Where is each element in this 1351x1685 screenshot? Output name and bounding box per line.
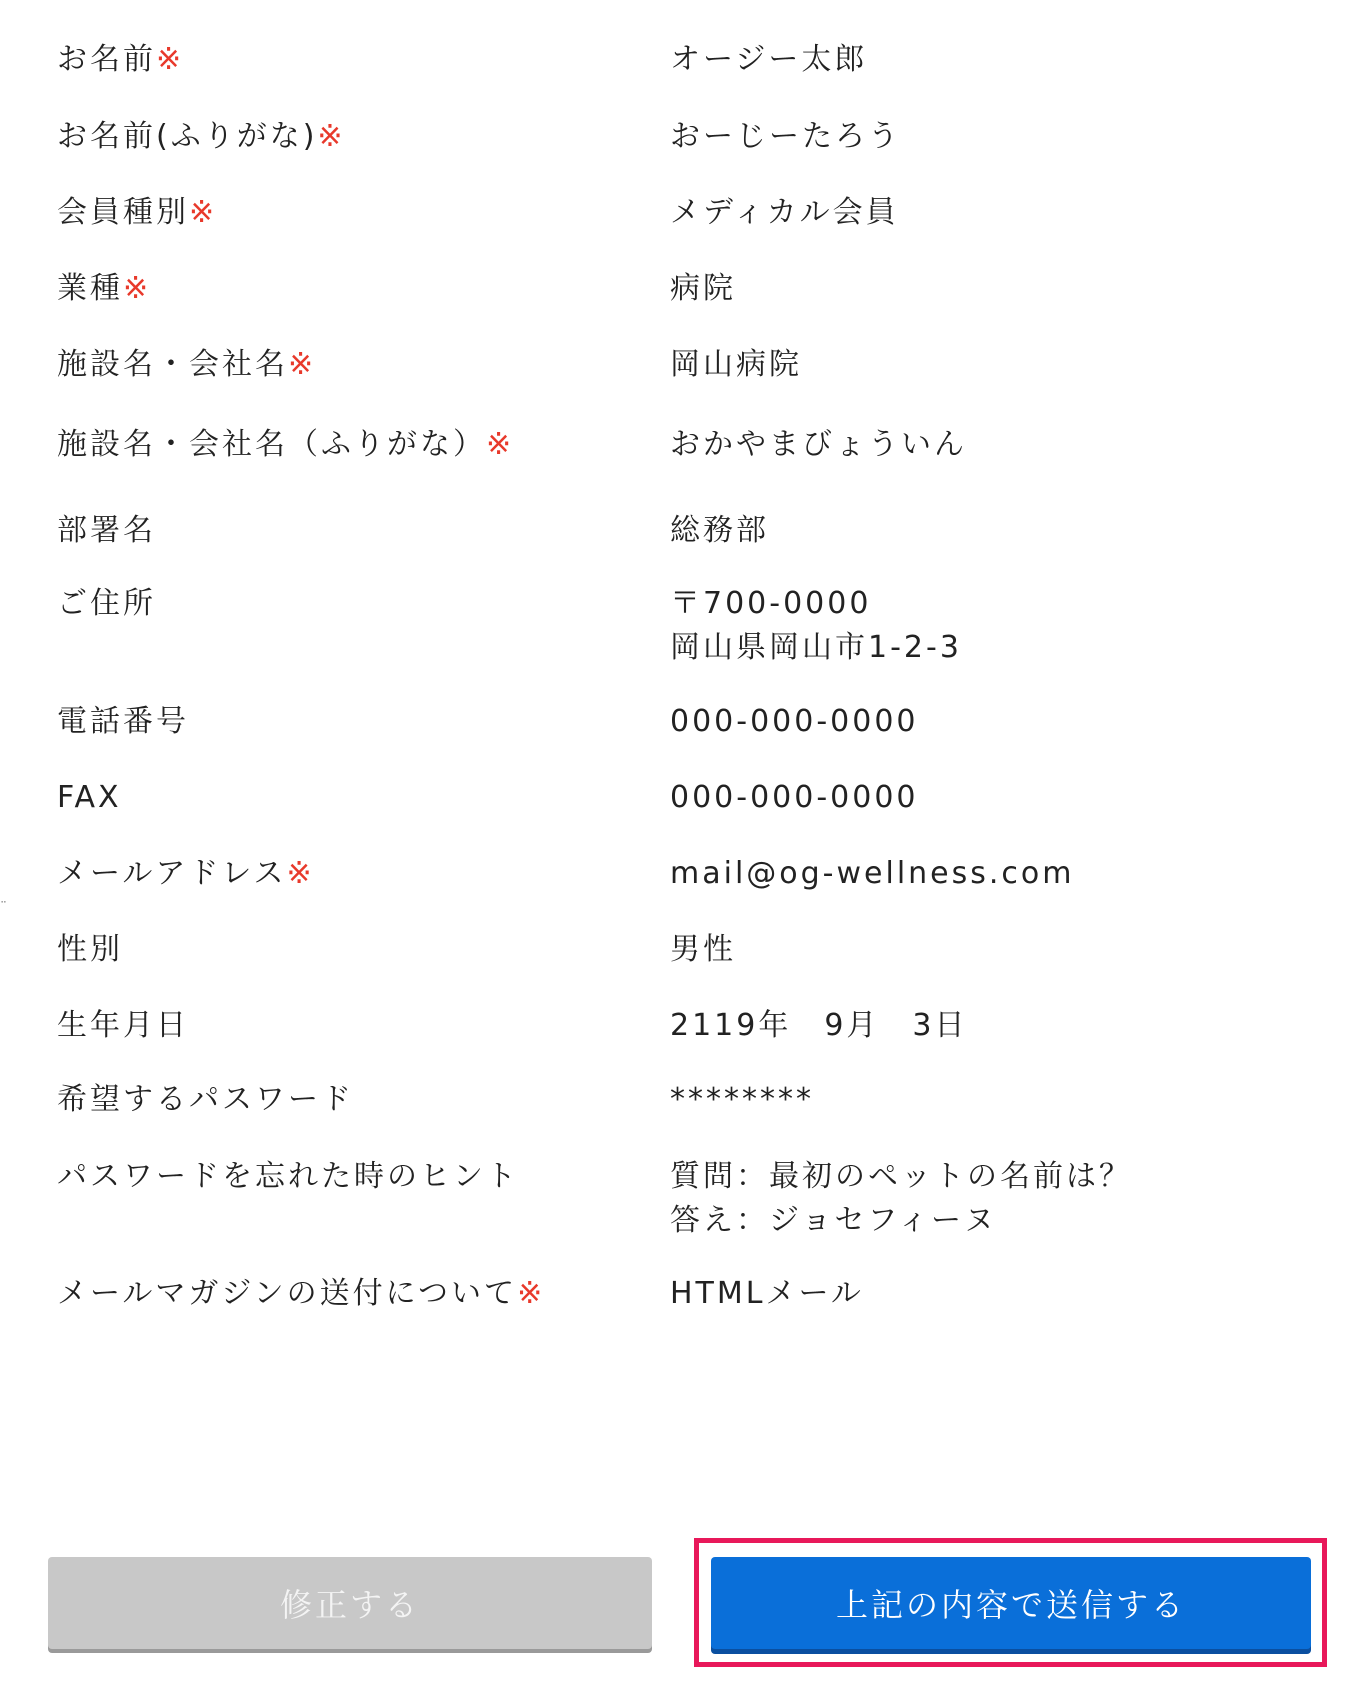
field-label <box>57 1006 189 1046</box>
field-value <box>670 267 736 311</box>
field-value-line: 岡山県岡山市1-2-3 <box>670 630 962 665</box>
field-label-text: お名前 <box>57 42 156 77</box>
field-value-line: オージー太郎 <box>670 42 868 77</box>
required-mark: ※ <box>486 427 512 462</box>
field-label-text: メールマガジンの送付について <box>57 1276 518 1311</box>
field-value <box>670 776 919 820</box>
field-label-text: 業種 <box>57 271 123 306</box>
field-value <box>670 191 899 235</box>
field-label <box>57 425 511 465</box>
field-label <box>57 930 123 970</box>
field-value-line: 岡山病院 <box>670 347 802 382</box>
field-label <box>57 1080 354 1120</box>
field-value <box>670 343 802 387</box>
field-value-line: 総務部 <box>670 513 769 548</box>
field-label <box>57 1157 519 1197</box>
field-value-line: メディカル会員 <box>670 195 899 230</box>
field-value-line: 質問：最初のペットの名前は？ <box>670 1159 1132 1194</box>
required-mark: ※ <box>317 119 343 154</box>
field-value-line: 男性 <box>670 932 736 967</box>
field-value-line: 2119年 9月 3日 <box>670 1008 968 1043</box>
field-value <box>670 1272 864 1316</box>
field-label <box>57 511 156 551</box>
field-value <box>670 852 1075 896</box>
field-label-text: 施設名・会社名 <box>57 347 288 382</box>
field-value-line: HTMLメール <box>670 1276 864 1311</box>
field-value <box>670 1004 968 1048</box>
edit-button[interactable]: 修正する <box>48 1557 652 1649</box>
field-label-text: パスワードを忘れた時のヒント <box>57 1159 519 1194</box>
field-label-text: 会員種別 <box>57 195 189 230</box>
field-value <box>670 928 736 972</box>
required-mark: ※ <box>156 42 182 77</box>
field-value <box>670 509 769 553</box>
field-label <box>57 584 156 624</box>
field-value-line: 答え：ジョセフィーヌ <box>670 1203 997 1238</box>
field-label-text: 生年月日 <box>57 1008 189 1043</box>
field-label-text: 部署名 <box>57 513 156 548</box>
field-value-line: 病院 <box>670 271 736 306</box>
field-value <box>670 115 901 159</box>
required-mark: ※ <box>189 195 215 230</box>
field-label-text: 希望するパスワード <box>57 1082 354 1117</box>
field-label <box>57 117 343 157</box>
field-label-text: お名前(ふりがな) <box>57 119 318 154</box>
field-value-line: 〒700-0000 <box>670 586 872 621</box>
field-label-text: FAX <box>57 780 122 815</box>
required-mark: ※ <box>286 856 312 891</box>
stray-mark: ¨ <box>0 900 7 916</box>
field-label <box>57 345 313 385</box>
field-label <box>57 40 181 80</box>
field-label-text: メールアドレス <box>57 856 287 891</box>
field-value <box>670 1078 814 1122</box>
field-label <box>57 1274 542 1314</box>
field-label-text: 性別 <box>57 932 123 967</box>
field-value-line: 000-000-0000 <box>670 780 919 815</box>
field-value <box>670 423 967 467</box>
field-value-line: mail@og-wellness.com <box>670 856 1075 891</box>
field-value <box>670 700 919 744</box>
field-value-line: おかやまびょういん <box>670 427 967 462</box>
field-value-line: 000-000-0000 <box>670 704 919 739</box>
field-label <box>57 193 214 233</box>
field-label <box>57 854 312 894</box>
field-value-line: ******** <box>670 1082 814 1117</box>
field-label <box>57 702 189 742</box>
field-value <box>670 1155 1132 1243</box>
field-label-text: ご住所 <box>57 586 156 621</box>
submit-button[interactable]: 上記の内容で送信する <box>711 1557 1311 1649</box>
field-value <box>670 582 962 670</box>
field-label <box>57 778 122 818</box>
required-mark: ※ <box>288 347 314 382</box>
required-mark: ※ <box>123 271 149 306</box>
field-label-text: 電話番号 <box>57 704 189 739</box>
field-label <box>57 269 148 309</box>
field-value <box>670 38 867 82</box>
required-mark: ※ <box>517 1276 543 1311</box>
field-label-text: 施設名・会社名（ふりがな） <box>57 427 486 462</box>
field-value-line: おーじーたろう <box>670 119 901 154</box>
